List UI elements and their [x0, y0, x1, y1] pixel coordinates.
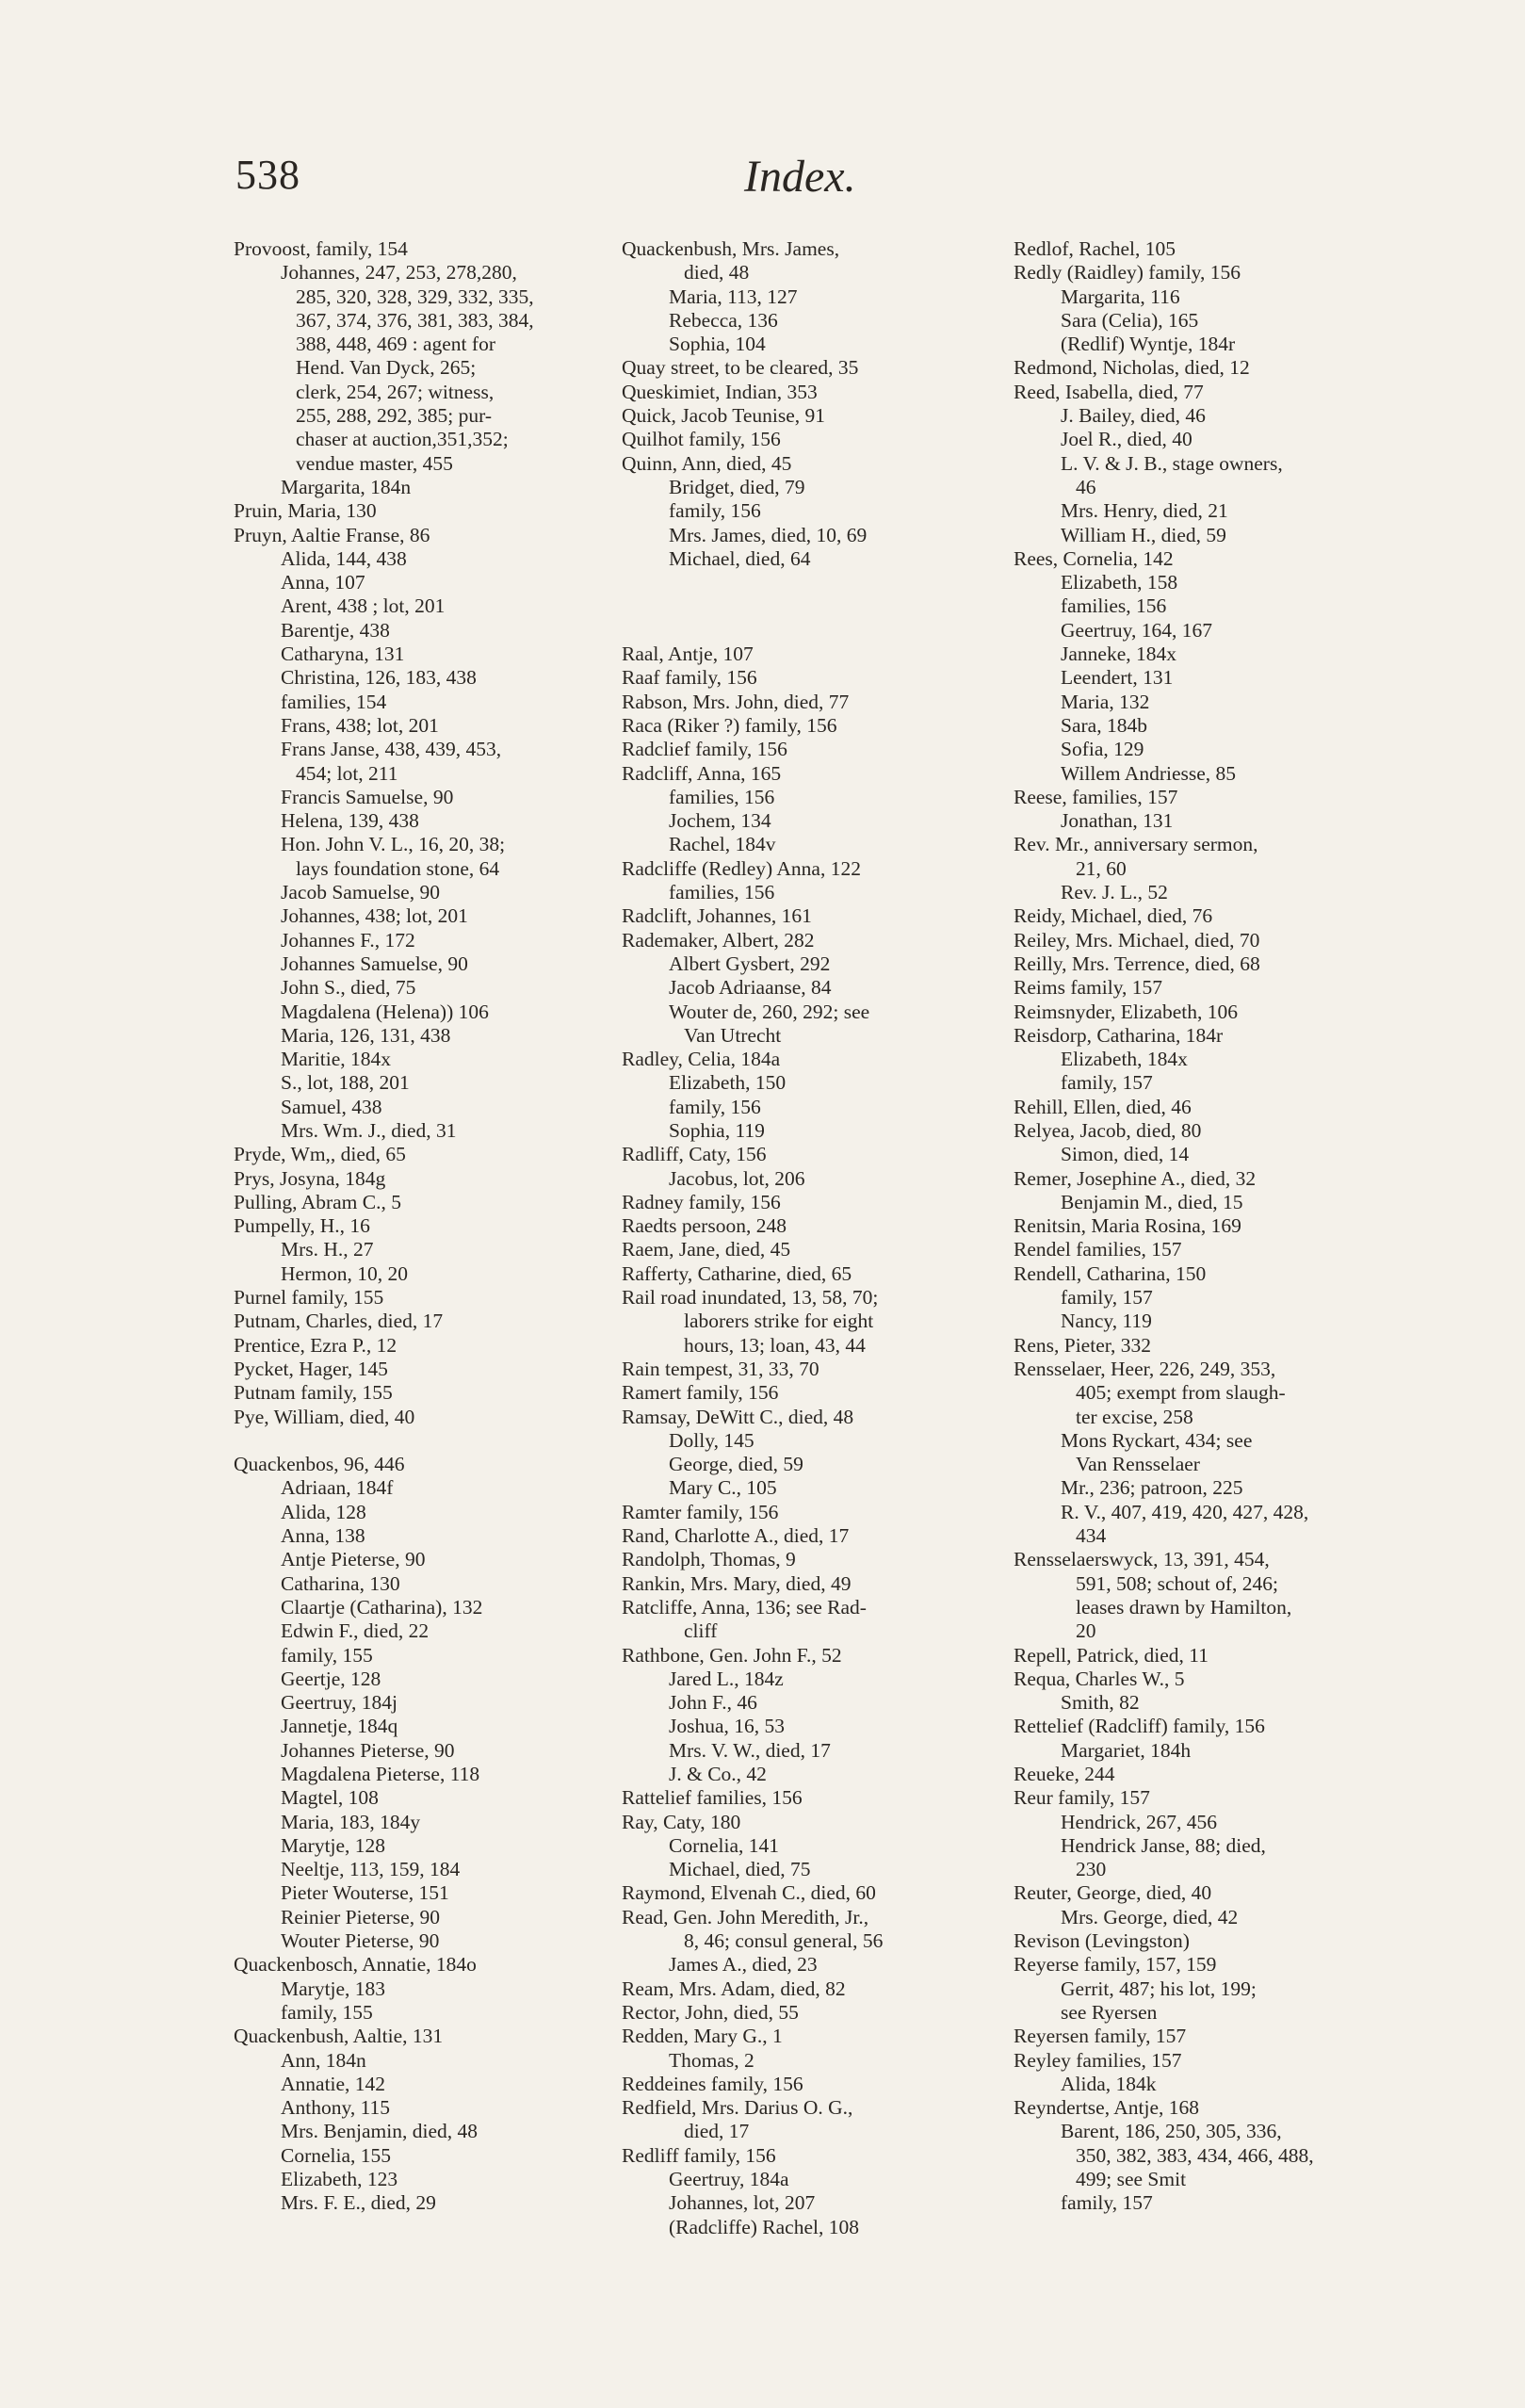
index-entry: Claartje (Catharina), 132 [281, 1595, 483, 1619]
index-entry: Redliff family, 156 [622, 2143, 776, 2167]
index-entry: 46 [1076, 475, 1096, 498]
index-entry: Elizabeth, 158 [1061, 571, 1178, 594]
index-entry: Jacob Samuelse, 90 [281, 881, 440, 904]
index-entry [622, 619, 1008, 643]
index-entry: Reyndertse, Antje, 168 [1014, 2096, 1200, 2120]
index-entry: Reur family, 157 [1014, 1786, 1150, 1810]
index-entry: Maria, 183, 184y [281, 1810, 421, 1833]
index-entry: Quackenbush, Aaltie, 131 [234, 2025, 444, 2048]
index-entry: Rattelief families, 156 [622, 1786, 803, 1810]
index-entry: (Radcliffe) Rachel, 108 [669, 2215, 859, 2238]
index-entry: Reyerse family, 157, 159 [1014, 1953, 1217, 1977]
index-entry: Rabson, Mrs. John, died, 77 [622, 690, 850, 713]
index-entry: Catharina, 130 [281, 1571, 400, 1595]
index-entry: Jannetje, 184q [281, 1715, 398, 1738]
index-entry: Cornelia, 141 [669, 1833, 780, 1857]
index-entry: Reims family, 157 [1014, 976, 1163, 1000]
index-entry: Pye, William, died, 40 [234, 1405, 415, 1428]
index-entry: Redly (Raidley) family, 156 [1014, 261, 1241, 285]
index-entry: Hend. Van Dyck, 265; [296, 356, 477, 380]
index-entry: Hon. John V. L., 16, 20, 38; [281, 833, 506, 856]
index-entry: Gerrit, 487; his lot, 199; [1061, 1977, 1257, 2000]
index-entry: Mr., 236; patroon, 225 [1061, 1476, 1243, 1500]
index-entry: Quilhot family, 156 [622, 428, 781, 451]
index-entry: Ramter family, 156 [622, 1500, 779, 1523]
index-entry: ter excise, 258 [1076, 1405, 1193, 1428]
index-entry: Leendert, 131 [1061, 666, 1174, 690]
index-entry: Anna, 138 [281, 1524, 365, 1548]
index-entry: Redfield, Mrs. Darius O. G., [622, 2096, 853, 2120]
index-entry: family, 156 [669, 1095, 761, 1118]
index-entry: Putnam family, 155 [234, 1381, 393, 1405]
index-entry: 255, 288, 292, 385; pur- [296, 404, 492, 428]
index-entry: Mrs. Wm. J., died, 31 [281, 1118, 457, 1142]
index-entry: Margariet, 184h [1061, 1738, 1192, 1762]
index-entry [622, 594, 1008, 618]
index-entry: Pumpelly, H., 16 [234, 1214, 370, 1238]
index-entry: Rendell, Catharina, 150 [1014, 1261, 1207, 1285]
index-entry: Quinn, Ann, died, 45 [622, 451, 792, 475]
index-entry: Rebecca, 136 [669, 308, 778, 332]
index-entry: Rafferty, Catharine, died, 65 [622, 1261, 852, 1285]
index-entry: clerk, 254, 267; witness, [296, 380, 495, 403]
index-entry: Pryde, Wm,, died, 65 [234, 1143, 406, 1166]
index-entry: Rand, Charlotte A., died, 17 [622, 1524, 850, 1548]
index-entry: S., lot, 188, 201 [281, 1071, 410, 1095]
index-entry: Radclift, Johannes, 161 [622, 904, 812, 928]
index-entry: Sara, 184b [1061, 713, 1147, 737]
index-entry: Arent, 438 ; lot, 201 [281, 594, 446, 618]
index-entry: Maria, 126, 131, 438 [281, 1023, 451, 1047]
index-entry: Antje Pieterse, 90 [281, 1548, 426, 1571]
index-entry: Reimsnyder, Elizabeth, 106 [1014, 1000, 1238, 1023]
index-entry: Alida, 128 [281, 1500, 366, 1523]
index-entry: Renitsin, Maria Rosina, 169 [1014, 1214, 1241, 1238]
index-entry: Quay street, to be cleared, 35 [622, 356, 859, 380]
index-entry: Rensselaerswyck, 13, 391, 454, [1014, 1548, 1270, 1571]
index-entry: 454; lot, 211 [296, 761, 398, 785]
index-entry: Sofia, 129 [1061, 738, 1144, 761]
index-entry: Joshua, 16, 53 [669, 1715, 786, 1738]
index-entry: laborers strike for eight [684, 1310, 874, 1333]
index-entry: 434 [1076, 1524, 1107, 1548]
index-entry: Marytje, 128 [281, 1833, 386, 1857]
index-entry: Reuter, George, died, 40 [1014, 1881, 1212, 1905]
index-entry: Sara (Celia), 165 [1061, 308, 1199, 332]
index-entry: Rev. J. L., 52 [1061, 881, 1168, 904]
index-entry: John S., died, 75 [281, 976, 416, 1000]
index-entry: Reueke, 244 [1014, 1763, 1115, 1785]
index-entry: Redlof, Rachel, 105 [1014, 237, 1176, 260]
index-entry: family, 155 [281, 1643, 373, 1667]
index-entry: Margarita, 184n [281, 475, 412, 498]
index-entry: Rachel, 184v [669, 833, 776, 856]
index-entry: Quick, Jacob Teunise, 91 [622, 404, 826, 428]
index-entry: Neeltje, 113, 159, 184 [281, 1858, 461, 1881]
index-entry: Reyley families, 157 [1014, 2048, 1182, 2072]
index-entry: Margarita, 116 [1061, 285, 1180, 308]
index-entry: Benjamin M., died, 15 [1061, 1190, 1243, 1213]
index-entry: Mrs. Henry, died, 21 [1061, 499, 1228, 523]
index-entry: Mrs. Benjamin, died, 48 [281, 2120, 479, 2143]
index-entry: Mrs. H., 27 [281, 1238, 374, 1261]
index-entry: Thomas, 2 [669, 2048, 754, 2072]
index-entry: Jacobus, lot, 206 [669, 1166, 805, 1190]
index-entry: families, 154 [281, 690, 387, 713]
index-entry: John F., 46 [669, 1691, 757, 1715]
index-entry: Mary C., 105 [669, 1476, 777, 1500]
index-entry: Rees, Cornelia, 142 [1014, 546, 1174, 570]
index-entry: Rensselaer, Heer, 226, 249, 353, [1014, 1357, 1276, 1380]
index-entry: Michael, died, 64 [669, 546, 811, 570]
index-entry: Rankin, Mrs. Mary, died, 49 [622, 1571, 852, 1595]
index-entry: Mrs. F. E., died, 29 [281, 2191, 436, 2215]
index-entry: Catharyna, 131 [281, 643, 405, 666]
index-entry: Smith, 82 [1061, 1691, 1140, 1715]
index-entry: Samuel, 438 [281, 1095, 382, 1118]
index-entry: Johannes, 247, 253, 278,280, [281, 261, 517, 285]
index-entry: Prys, Josyna, 184g [234, 1166, 386, 1190]
index-entry: 350, 382, 383, 434, 466, 488, [1076, 2143, 1314, 2167]
index-entry: Quackenbosch, Annatie, 184o [234, 1953, 477, 1977]
index-entry: lays foundation stone, 64 [296, 856, 500, 880]
index-entry: Jacob Adriaanse, 84 [669, 976, 832, 1000]
index-entry: Alida, 184k [1061, 2072, 1157, 2095]
index-entry: Ray, Caty, 180 [622, 1810, 741, 1833]
index-entry: Radclief family, 156 [622, 738, 787, 761]
index-entry: R. V., 407, 419, 420, 427, 428, [1061, 1500, 1309, 1523]
index-entry: see Ryersen [1061, 2000, 1158, 2024]
index-entry: Mrs. James, died, 10, 69 [669, 523, 868, 546]
index-entry: Redden, Mary G., 1 [622, 2025, 783, 2048]
index-entry: Magdalena Pieterse, 118 [281, 1763, 480, 1785]
index-entry: Van Rensselaer [1076, 1453, 1200, 1476]
index-entry: Raymond, Elvenah C., died, 60 [622, 1881, 876, 1905]
index-entry: Elizabeth, 150 [669, 1071, 787, 1095]
index-entry: Raedts persoon, 248 [622, 1214, 787, 1238]
index-entry: Ann, 184n [281, 2048, 366, 2072]
index-entry: Maria, 132 [1061, 690, 1150, 713]
index-entry: J. & Co., 42 [669, 1763, 767, 1785]
index-entry: L. V. & J. B., stage owners, [1061, 451, 1283, 475]
index-entry: 285, 320, 328, 329, 332, 335, [296, 285, 534, 308]
index-entry: Pruin, Maria, 130 [234, 499, 377, 523]
index-entry: Pieter Wouterse, 151 [281, 1881, 449, 1905]
index-entry: Joel R., died, 40 [1061, 428, 1192, 451]
index-entry: cliff [684, 1619, 718, 1643]
index-entry: Johannes Samuelse, 90 [281, 952, 468, 975]
index-entry: Alida, 144, 438 [281, 546, 407, 570]
index-entry: 367, 374, 376, 381, 383, 384, [296, 308, 534, 332]
index-entry: Quackenbos, 96, 446 [234, 1453, 405, 1476]
index-entry: Radney family, 156 [622, 1190, 781, 1213]
index-entry: Pulling, Abram C., 5 [234, 1190, 401, 1213]
index-entry: Barent, 186, 250, 305, 336, [1061, 2120, 1282, 2143]
index-entry: Rettelief (Radcliff) family, 156 [1014, 1715, 1265, 1738]
index-entry: Raal, Antje, 107 [622, 643, 754, 666]
index-entry: Rev. Mr., anniversary sermon, [1014, 833, 1258, 856]
index-entry: Radley, Celia, 184a [622, 1048, 781, 1071]
index-entry: Rector, John, died, 55 [622, 2000, 799, 2024]
index-entry: Maritie, 184x [281, 1048, 392, 1071]
index-entry: Revison (Levingston) [1014, 1929, 1190, 1953]
index-entry: families, 156 [669, 881, 775, 904]
index-entry: Albert Gysbert, 292 [669, 952, 831, 975]
index-entry: 405; exempt from slaugh- [1076, 1381, 1286, 1405]
page-number: 538 [235, 152, 300, 198]
index-entry: Johannes F., 172 [281, 928, 415, 952]
index-entry [622, 571, 1008, 594]
index-entry: Pruyn, Aaltie Franse, 86 [234, 523, 430, 546]
index-entry: Hendrick, 267, 456 [1061, 1810, 1217, 1833]
index-entry: Reed, Isabella, died, 77 [1014, 380, 1204, 403]
index-entry: 230 [1076, 1858, 1107, 1881]
index-entry: family, 157 [1061, 2191, 1153, 2215]
index-entry: Mrs. V. W., died, 17 [669, 1738, 831, 1762]
index-entry: Hermon, 10, 20 [281, 1261, 408, 1285]
index-entry: Rehill, Ellen, died, 46 [1014, 1095, 1192, 1118]
running-head: Index. [744, 152, 856, 202]
index-entry: Helena, 139, 438 [281, 809, 419, 833]
index-entry: Marytje, 183 [281, 1977, 386, 2000]
index-entry: Randolph, Thomas, 9 [622, 1548, 796, 1571]
index-entry [234, 1429, 620, 1453]
index-entry: Magtel, 108 [281, 1786, 379, 1810]
index-entry: Raca (Riker ?) family, 156 [622, 713, 837, 737]
index-entry: leases drawn by Hamilton, [1076, 1595, 1292, 1619]
index-entry: Ream, Mrs. Adam, died, 82 [622, 1977, 846, 2000]
index-entry: Nancy, 119 [1061, 1310, 1152, 1333]
index-entry: Raem, Jane, died, 45 [622, 1238, 791, 1261]
index-entry: Ratcliffe, Anna, 136; see Rad- [622, 1595, 867, 1619]
index-entry: Magdalena (Helena)) 106 [281, 1000, 489, 1023]
index-entry: Geertje, 128 [281, 1667, 381, 1690]
index-entry: Radliff, Caty, 156 [622, 1143, 767, 1166]
index-entry: Purnel family, 155 [234, 1286, 384, 1310]
index-entry: George, died, 59 [669, 1453, 803, 1476]
index-entry: vendue master, 455 [296, 451, 453, 475]
index-entry: Relyea, Jacob, died, 80 [1014, 1118, 1202, 1142]
index-entry: Edwin F., died, 22 [281, 1619, 430, 1643]
index-entry: Reyersen family, 157 [1014, 2025, 1187, 2048]
index-entry: Ramsay, DeWitt C., died, 48 [622, 1405, 854, 1428]
index-entry: 21, 60 [1076, 856, 1127, 880]
index-entry: died, 48 [684, 261, 750, 285]
index-entry: Rain tempest, 31, 33, 70 [622, 1357, 819, 1380]
index-entry: Janneke, 184x [1061, 643, 1176, 666]
index-entry: Cornelia, 155 [281, 2143, 392, 2167]
index-entry: Putnam, Charles, died, 17 [234, 1310, 444, 1333]
index-entry: William H., died, 59 [1061, 523, 1226, 546]
index-entry: Willem Andriesse, 85 [1061, 761, 1237, 785]
index-entry: 499; see Smit [1076, 2168, 1187, 2191]
index-entry: (Redlif) Wyntje, 184r [1061, 333, 1236, 356]
index-entry: 591, 508; schout of, 246; [1076, 1571, 1278, 1595]
index-entry: family, 155 [281, 2000, 373, 2024]
index-entry: Van Utrecht [684, 1023, 782, 1047]
index-column-1 [234, 237, 620, 2216]
index-entry: Radcliffe (Redley) Anna, 122 [622, 856, 861, 880]
index-entry: Queskimiet, Indian, 353 [622, 380, 818, 403]
index-entry: Anna, 107 [281, 571, 365, 594]
index-entry: family, 156 [669, 499, 761, 523]
index-entry: Mrs. George, died, 42 [1061, 1905, 1239, 1928]
index-entry: families, 156 [669, 785, 775, 808]
index-entry: hours, 13; loan, 43, 44 [684, 1333, 866, 1357]
index-entry: Frans Janse, 438, 439, 453, [281, 738, 502, 761]
index-entry: Dolly, 145 [669, 1428, 754, 1452]
index-entry: Elizabeth, 184x [1061, 1048, 1188, 1071]
index-entry: Jared L., 184z [669, 1667, 784, 1690]
index-entry: Rens, Pieter, 332 [1014, 1333, 1152, 1357]
index-entry: Sophia, 119 [669, 1118, 765, 1142]
index-entry: J. Bailey, died, 46 [1061, 404, 1206, 428]
index-entry: Frans, 438; lot, 201 [281, 713, 439, 737]
index-entry: chaser at auction,351,352; [296, 428, 509, 451]
index-entry: family, 157 [1061, 1286, 1153, 1310]
index-entry: Reilly, Mrs. Terrence, died, 68 [1014, 952, 1260, 975]
index-entry: Anthony, 115 [281, 2096, 391, 2120]
index-entry: Rail road inundated, 13, 58, 70; [622, 1286, 879, 1310]
index-entry: Johannes, lot, 207 [669, 2191, 816, 2215]
index-entry: Bridget, died, 79 [669, 475, 805, 498]
index-entry: Johannes, 438; lot, 201 [281, 904, 468, 928]
index-entry: 20 [1076, 1619, 1096, 1643]
index-entry: Requa, Charles W., 5 [1014, 1667, 1185, 1690]
index-entry: Reisdorp, Catharina, 184r [1014, 1023, 1224, 1047]
index-entry: Francis Samuelse, 90 [281, 785, 454, 808]
index-entry: died, 17 [684, 2120, 750, 2143]
index-entry: Pycket, Hager, 145 [234, 1357, 388, 1380]
index-entry: Geertruy, 184a [669, 2168, 789, 2191]
index-entry: Elizabeth, 123 [281, 2168, 398, 2191]
index-entry: Simon, died, 14 [1061, 1143, 1190, 1166]
index-entry: 388, 448, 469 : agent for [296, 333, 495, 356]
index-entry: Geertruy, 164, 167 [1061, 618, 1213, 642]
index-entry: Redmond, Nicholas, died, 12 [1014, 356, 1250, 380]
index-entry: Read, Gen. John Meredith, Jr., [622, 1905, 869, 1928]
index-entry: Reese, families, 157 [1014, 785, 1178, 808]
index-entry: family, 157 [1061, 1071, 1153, 1095]
index-entry: Sophia, 104 [669, 333, 766, 356]
index-entry: families, 156 [1061, 594, 1167, 618]
index-entry: Rendel families, 157 [1014, 1238, 1182, 1261]
index-entry: Reddeines family, 156 [622, 2072, 803, 2095]
index-entry: Reiley, Mrs. Michael, died, 70 [1014, 928, 1260, 952]
index-entry: Barentje, 438 [281, 618, 390, 642]
index-entry: Michael, died, 75 [669, 1858, 811, 1881]
index-entry: Wouter de, 260, 292; see [669, 1000, 870, 1023]
index-entry: Prentice, Ezra P., 12 [234, 1333, 397, 1357]
index-entry: Reidy, Michael, died, 76 [1014, 904, 1213, 928]
index-entry: Mons Ryckart, 434; see [1061, 1428, 1253, 1452]
index-entry: Hendrick Janse, 88; died, [1061, 1833, 1266, 1857]
index-entry: Jonathan, 131 [1061, 809, 1174, 833]
index-entry: Christina, 126, 183, 438 [281, 666, 477, 690]
index-entry: Raaf family, 156 [622, 666, 757, 690]
index-entry: Quackenbush, Mrs. James, [622, 237, 840, 260]
index-entry: Radcliff, Anna, 165 [622, 761, 782, 785]
index-column-2 [622, 237, 1008, 2239]
index-entry: Johannes Pieterse, 90 [281, 1738, 455, 1762]
index-entry: Maria, 113, 127 [669, 285, 798, 308]
index-entry: Reinier Pieterse, 90 [281, 1905, 440, 1928]
index-entry: 8, 46; consul general, 56 [684, 1929, 884, 1953]
index-entry: Remer, Josephine A., died, 32 [1014, 1166, 1257, 1190]
index-column-3 [1014, 237, 1400, 2216]
index-entry: Provoost, family, 154 [234, 237, 408, 260]
index-entry: Annatie, 142 [281, 2072, 386, 2095]
index-entry: Adriaan, 184f [281, 1476, 394, 1500]
index-entry: Wouter Pieterse, 90 [281, 1929, 440, 1953]
index-entry: Geertruy, 184j [281, 1691, 397, 1715]
index-entry: James A., died, 23 [669, 1953, 818, 1977]
index-entry: Repell, Patrick, died, 11 [1014, 1643, 1209, 1667]
index-entry: Rademaker, Albert, 282 [622, 928, 815, 952]
index-entry: Ramert family, 156 [622, 1381, 779, 1405]
index-entry: Rathbone, Gen. John F., 52 [622, 1643, 842, 1667]
index-entry: Jochem, 134 [669, 809, 771, 833]
